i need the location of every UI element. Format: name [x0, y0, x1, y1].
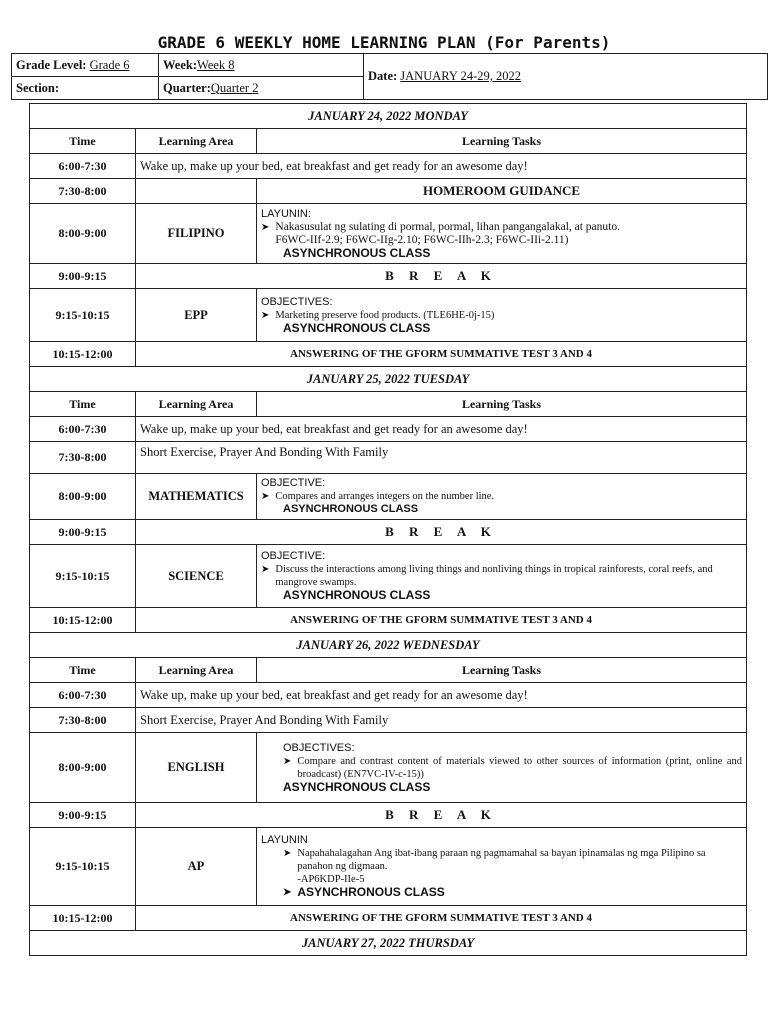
arrow-bullet-icon: ➤ — [261, 309, 270, 321]
time-cell: 9:15-10:15 — [30, 289, 136, 342]
break-text: B R E A K — [136, 520, 747, 545]
objective-text: Compares and arranges integers on the number line. — [275, 491, 495, 502]
arrow-bullet-icon: ➤ — [283, 755, 292, 767]
time-cell: 7:30-8:00 — [30, 179, 136, 204]
col-tasks-header: Learning Tasks — [257, 658, 747, 683]
objective-item — [261, 847, 742, 886]
quarter-cell — [159, 77, 364, 100]
arrow-bullet-icon: ➤ — [283, 887, 292, 898]
area-cell-empty — [136, 179, 257, 204]
arrow-bullet-icon: ➤ — [261, 221, 270, 233]
time-cell: 9:00-9:15 — [30, 264, 136, 289]
learning-tasks — [257, 474, 747, 520]
learning-tasks — [257, 828, 747, 906]
learning-tasks — [257, 733, 747, 803]
learning-area: SCIENCE — [136, 545, 257, 608]
col-tasks-header: Learning Tasks — [257, 129, 747, 154]
objective-text: Nakasusulat ng sulating di pormal, pormal, lihan pangangalakal, at panuto. — [275, 220, 620, 233]
arrow-bullet-icon: ➤ — [283, 848, 292, 859]
col-tasks-header: Learning Tasks — [257, 392, 747, 417]
day-heading: JANUARY 24, 2022 MONDAY — [30, 104, 747, 129]
time-cell: 10:15-12:00 — [30, 342, 136, 367]
time-cell: 7:30-8:00 — [30, 708, 136, 733]
answering-text: ANSWERING OF THE GFORM SUMMATIVE TEST 3 AND 4 — [136, 906, 747, 931]
learning-area: FILIPINO — [136, 204, 257, 264]
section-cell — [12, 77, 159, 100]
week-cell — [159, 54, 364, 77]
async-note: ASYNCHRONOUS CLASS — [283, 320, 431, 335]
break-text: B R E A K — [136, 803, 747, 828]
objective-item — [261, 490, 742, 503]
async-note: ASYNCHRONOUS CLASS — [297, 885, 445, 899]
time-cell: 7:30-8:00 — [30, 442, 136, 474]
answering-text: ANSWERING OF THE GFORM SUMMATIVE TEST 3 AND 4 — [136, 342, 747, 367]
learning-tasks — [257, 289, 747, 342]
async-note: ASYNCHRONOUS CLASS — [283, 245, 431, 260]
objective-code: F6WC-IIf-2.9; F6WC-IIg-2.10; F6WC-IIh-2.3; F6WC-IIi-2.11) — [275, 233, 569, 246]
time-cell: 10:15-12:00 — [30, 608, 136, 633]
header-info-table — [11, 53, 768, 100]
day-heading: JANUARY 25, 2022 TUESDAY — [30, 367, 747, 392]
objective-text: Discuss the interactions among living things and nonliving things in tropical rainforests, coral reefs, and mangrove swamps. — [275, 564, 713, 588]
time-cell: 9:15-10:15 — [30, 545, 136, 608]
learning-area: EPP — [136, 289, 257, 342]
schedule-table — [29, 103, 747, 956]
objective-label: OBJECTIVES: — [261, 295, 333, 308]
day-heading: JANUARY 27, 2022 THURSDAY — [30, 931, 747, 956]
day-heading: JANUARY 26, 2022 WEDNESDAY — [30, 633, 747, 658]
routine-text: Short Exercise, Prayer And Bonding With Family — [136, 708, 747, 733]
learning-tasks — [257, 204, 747, 264]
objective-item — [261, 309, 742, 322]
time-cell: 8:00-9:00 — [30, 733, 136, 803]
routine-text: Wake up, make up your bed, eat breakfast and get ready for an awesome day! — [136, 417, 747, 442]
quarter-label: Quarter: — [163, 80, 211, 95]
date-value: JANUARY 24-29, 2022 — [400, 69, 522, 83]
date-label: Date: — [368, 69, 398, 83]
time-cell: 6:00-7:30 — [30, 683, 136, 708]
objective-text: Marketing preserve food products. (TLE6HE-0j-15) — [275, 309, 495, 321]
col-time-header: Time — [30, 392, 136, 417]
routine-text: Short Exercise, Prayer And Bonding With Family — [136, 442, 747, 474]
objective-item — [261, 755, 742, 781]
page-title: GRADE 6 WEEKLY HOME LEARNING PLAN (For Parents) — [157, 33, 611, 52]
col-time-header: Time — [30, 129, 136, 154]
time-cell: 9:15-10:15 — [30, 828, 136, 906]
objective-label: LAYUNIN — [261, 834, 308, 846]
async-note: ASYNCHRONOUS CLASS — [283, 503, 419, 515]
date-cell — [364, 54, 768, 100]
arrow-bullet-icon: ➤ — [261, 491, 270, 502]
time-cell: 6:00-7:30 — [30, 417, 136, 442]
quarter-value: Quarter 2 — [210, 80, 259, 95]
col-area-header: Learning Area — [136, 658, 257, 683]
time-cell: 8:00-9:00 — [30, 204, 136, 264]
section-label: Section: — [16, 80, 60, 95]
learning-tasks — [257, 545, 747, 608]
routine-text: Wake up, make up your bed, eat breakfast and get ready for an awesome day! — [136, 154, 747, 179]
col-time-header: Time — [30, 658, 136, 683]
objective-item — [261, 563, 742, 589]
grade-level-value: Grade 6 — [89, 57, 130, 72]
homeroom-text: HOMEROOM GUIDANCE — [257, 179, 747, 204]
routine-text: Wake up, make up your bed, eat breakfast and get ready for an awesome day! — [136, 683, 747, 708]
learning-area: ENGLISH — [136, 733, 257, 803]
week-value: Week 8 — [197, 57, 235, 72]
time-cell: 6:00-7:30 — [30, 154, 136, 179]
col-area-header: Learning Area — [136, 392, 257, 417]
arrow-bullet-icon: ➤ — [261, 564, 270, 575]
async-note: ASYNCHRONOUS CLASS — [283, 588, 431, 602]
time-cell: 8:00-9:00 — [30, 474, 136, 520]
objective-label: OBJECTIVES: — [283, 741, 355, 754]
objective-item — [261, 221, 742, 247]
objective-text: Compare and contrast content of materials viewed to other sources of information (print, online and broadcast) (EN7VC-IV-c-15)) — [297, 755, 742, 780]
learning-area: AP — [136, 828, 257, 906]
objective-code: -AP6KDP-IIe-5 — [297, 874, 365, 885]
time-cell: 9:00-9:15 — [30, 520, 136, 545]
objective-label: OBJECTIVE: — [261, 477, 326, 489]
time-cell: 10:15-12:00 — [30, 906, 136, 931]
col-area-header: Learning Area — [136, 129, 257, 154]
async-note-row — [261, 886, 742, 899]
grade-level-label: Grade Level: — [16, 57, 87, 72]
objective-text: Napahahalagahan Ang ibat-ibang paraan ng pagmamahal sa bayan ipinamalas ng mga Pilipino sa panahon ng digmaan. — [297, 848, 706, 872]
learning-area: MATHEMATICS — [136, 474, 257, 520]
break-text: B R E A K — [136, 264, 747, 289]
async-note: ASYNCHRONOUS CLASS — [283, 779, 431, 794]
objective-label: LAYUNIN: — [261, 207, 311, 220]
week-label: Week: — [163, 57, 198, 72]
objective-label: OBJECTIVE: — [261, 550, 326, 562]
answering-text: ANSWERING OF THE GFORM SUMMATIVE TEST 3 AND 4 — [136, 608, 747, 633]
grade-level-cell — [12, 54, 159, 77]
time-cell: 9:00-9:15 — [30, 803, 136, 828]
